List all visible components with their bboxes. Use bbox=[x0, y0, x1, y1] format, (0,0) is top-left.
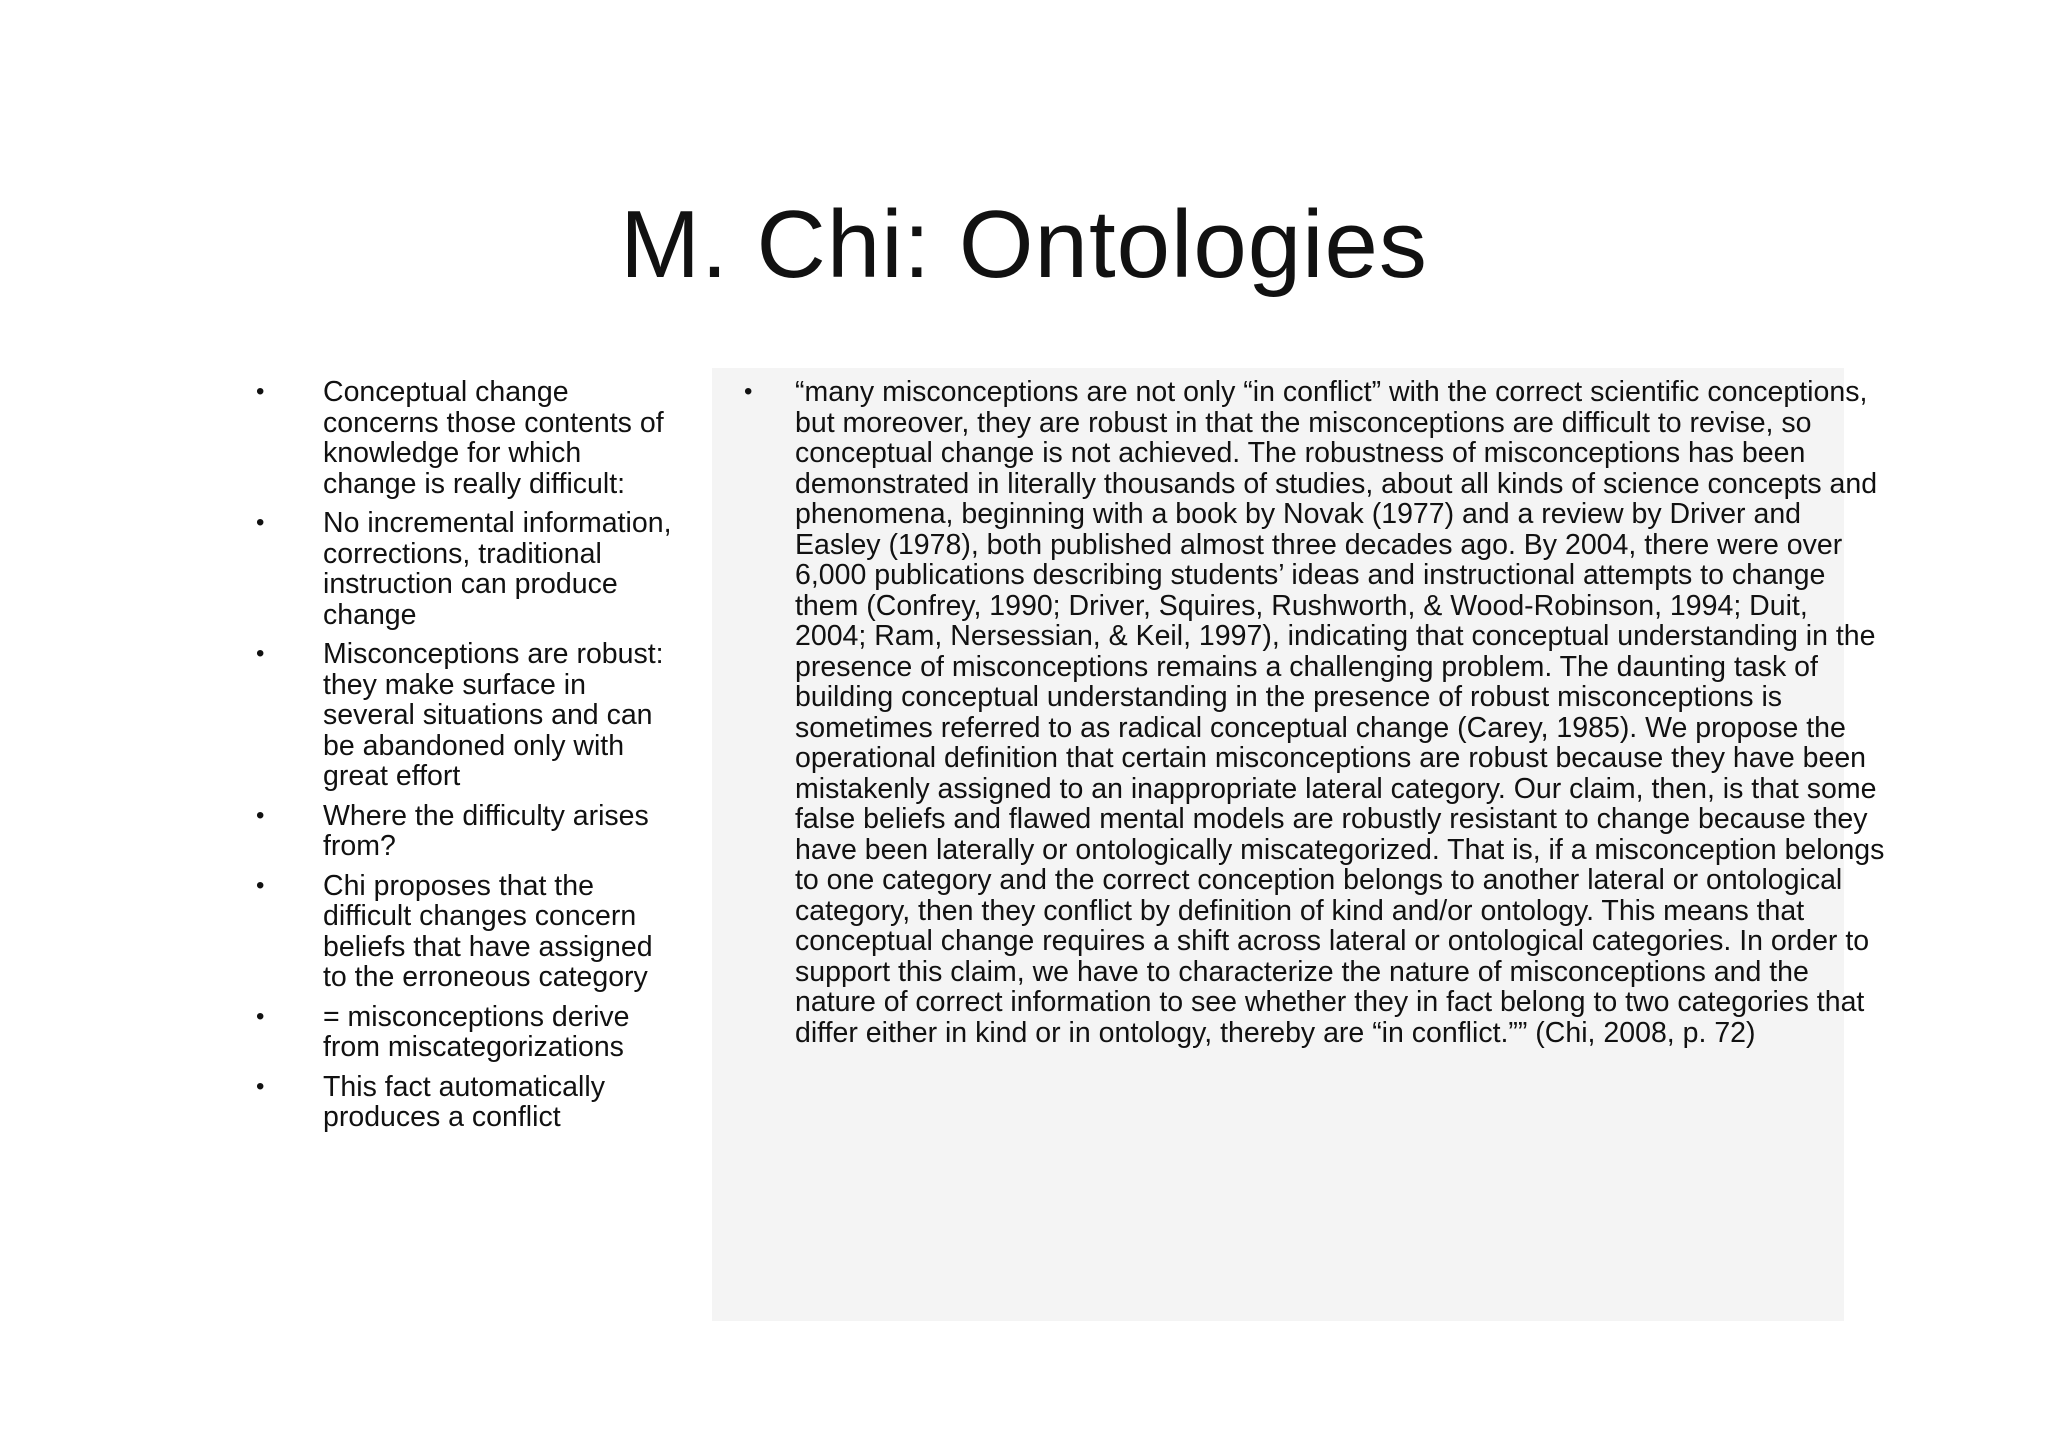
bullet-icon: • bbox=[256, 1072, 265, 1100]
bullet-icon: • bbox=[256, 801, 265, 829]
slide-title: M. Chi: Ontologies bbox=[620, 191, 1428, 298]
list-item bbox=[248, 801, 678, 862]
list-item bbox=[248, 1072, 678, 1133]
bullet-icon: • bbox=[256, 378, 265, 405]
bullet-icon: • bbox=[256, 1002, 265, 1030]
bullet-text: Where the difficulty arises from? bbox=[323, 799, 649, 862]
list-item bbox=[248, 871, 678, 993]
list-item bbox=[248, 377, 678, 499]
bullet-icon: • bbox=[256, 509, 265, 536]
bullet-text: Chi proposes that the difficult changes concern beliefs that have assigned to the erroneous category bbox=[323, 869, 653, 993]
list-item bbox=[248, 508, 678, 630]
bullet-text: No incremental information, corrections, traditional instruction can produce change bbox=[323, 507, 672, 631]
bullet-text: Conceptual change concerns those contents of knowledge for which change is really difficult: bbox=[323, 376, 664, 500]
bullet-text: = misconceptions derive from miscategorizations bbox=[323, 1000, 630, 1063]
quote-item bbox=[731, 377, 1885, 1048]
bullet-icon: • bbox=[744, 378, 753, 405]
bullet-icon: • bbox=[256, 640, 265, 667]
bullet-icon: • bbox=[256, 871, 265, 899]
left-bullet-list bbox=[248, 377, 678, 1142]
quote-text: “many misconceptions are not only “in conflict” with the correct scientific conceptions, but moreover, they are robust in that the misconceptions are difficult to revise, so conceptual change is not achieved. The robustness of misconceptions has been demonstrated in literally thousands of studies, about all kinds of science concepts and phenomena, beginning with a book by Novak (1977) and a review by Driver and Easley (1978), both published almost three decades ago. By 2004, there were over 6,000 publications describing students’ ideas and instructional attempts to change them (Confrey, 1990; Driver, Squires, Rushworth, & Wood-Robinson, 1994; Duit, 2004; Ram, Nersessian, & Keil, 1997), indicating that conceptual understanding in the presence of misconceptions remains a challenging problem. The daunting task of building conceptual understanding in the presence of robust misconceptions is sometimes referred to as radical conceptual change (Carey, 1985). We propose the operational definition that certain misconceptions are robust because they have been mistakenly assigned to an inappropriate lateral category. Our claim, then, is that some false beliefs and flawed mental models are robustly resistant to change because they have been laterally or ontologically miscategorized. That is, if a misconception belongs to one category and the correct conception belongs to another lateral or ontological category, then they conflict by definition of kind and/or ontology. This means that conceptual change requires a shift across lateral or ontological categories. In order to support this claim, we have to characterize the nature of misconceptions and the nature of correct information to see whether they in fact belong to two categories that differ either in kind or in ontology, thereby are “in conflict.”” (Chi, 2008, p. 72) bbox=[795, 376, 1885, 1049]
list-item bbox=[248, 1002, 678, 1063]
quote-box bbox=[712, 368, 1885, 1321]
bullet-text: Misconceptions are robust: they make surface in several situations and can be abandoned only with great effort bbox=[323, 638, 664, 792]
bullet-text: This fact automatically produces a conflict bbox=[323, 1070, 605, 1133]
list-item bbox=[248, 639, 678, 792]
